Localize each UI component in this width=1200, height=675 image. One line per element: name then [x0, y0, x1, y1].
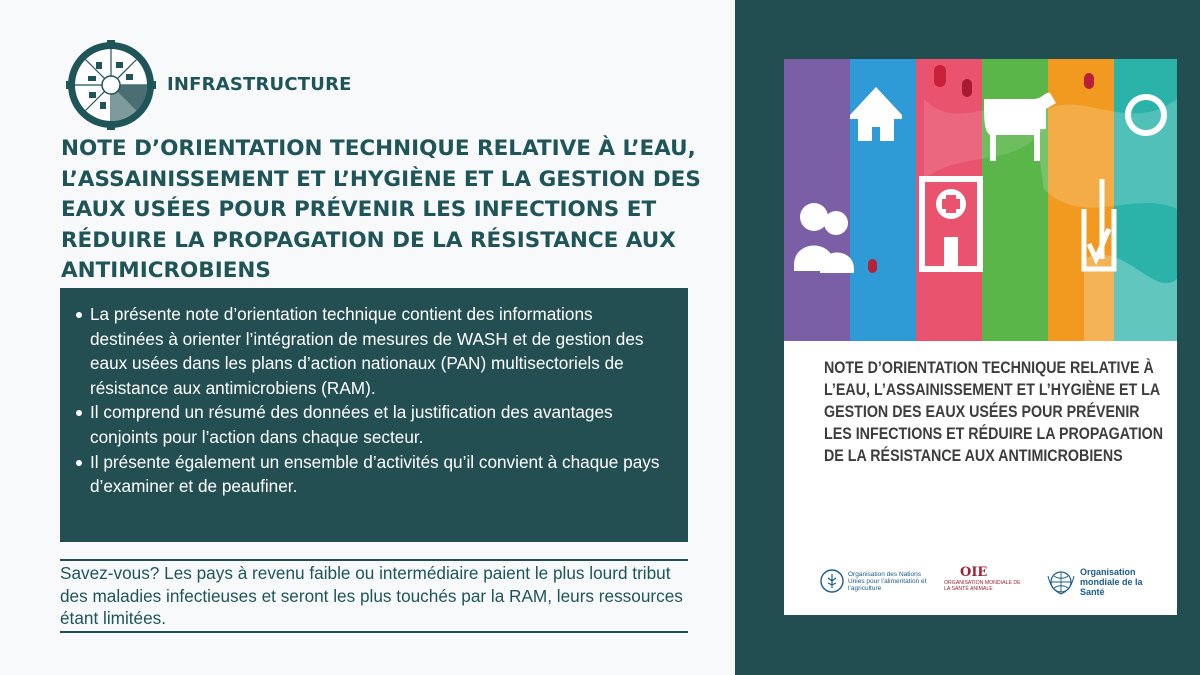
summary-item: [90, 400, 666, 449]
summary-box: [60, 288, 688, 542]
did-you-know-text: Savez-vous? Les pays à revenu faible ou intermédiaire paient le plus lourd tribut des maladies infectieuses et seront les plus touchés par la RAM, leurs ressources étant limitées.: [60, 563, 683, 628]
fao-emblem-icon: [820, 569, 844, 593]
summary-list: [90, 302, 666, 499]
cover-title: NOTE D’ORIENTATION TECHNIQUE RELATIVE À L’EAU, L’ASSAINISSEMENT ET L’HYGIÈNE ET LA GESTION DES EAUX USÉES POUR PRÉVENIR LES INFECTIONS ET RÉDUIRE LA PROPAGATION DE LA RÉSISTANCE AUX ANTIMICROBIENS: [824, 358, 1164, 465]
hospital-icon: [922, 179, 980, 269]
summary-item: [90, 302, 666, 400]
infrastructure-logo-icon: [66, 40, 156, 130]
fao-logo: [820, 569, 936, 593]
category-label: INFRASTRUCTURE: [167, 74, 352, 95]
divider-top: [60, 559, 688, 561]
document-cover: [784, 59, 1177, 615]
who-text: Organisation mondiale de la Santé: [1080, 567, 1143, 597]
who-emblem-icon: [1046, 568, 1076, 596]
page-title: NOTE D’ORIENTATION TECHNIQUE RELATIVE À L’EAU, L’ASSAINISSEMENT ET L’HYGIÈNE ET LA GESTION DES EAUX USÉES POUR PRÉVENIR LES INFECTIONS ET RÉDUIRE LA PROPAGATION DE LA RÉSISTANCE AUX ANTIMICROBIENS: [61, 136, 701, 283]
oie-text: ORGANISATION MONDIALE DE LA SANTÉ ANIMALE: [944, 580, 1021, 592]
house-icon: [850, 87, 902, 141]
summary-item: [90, 450, 666, 499]
fao-text: Organisation des Nations Unies pour l’alimentation et l’agriculture: [848, 570, 927, 592]
bullet-icon: [76, 410, 82, 416]
summary-item-text: Il comprend un résumé des données et la justification des avantages conjoints pour l’action dans chaque secteur.: [90, 402, 613, 447]
people-icon: [794, 203, 854, 273]
cover-illustration: [784, 59, 1177, 359]
summary-item-text: La présente note d’orientation technique contient des informations destinées à orienter l’intégration de mesures de WASH et de gestion des eaux usées dans les plans d’action nationaux (PAN) multisectoriels de résistance aux antimicrobiens (RAM).: [90, 304, 644, 398]
who-logo: [1046, 567, 1160, 597]
divider-bottom: [60, 631, 688, 633]
summary-item-text: Il présente également un ensemble d’activités qu’il convient à chaque pays d’examiner et de peaufiner.: [90, 451, 660, 497]
oie-logo: [944, 565, 1024, 592]
oie-mark: OIE: [960, 565, 988, 580]
bullet-icon: [76, 460, 82, 466]
bullet-icon: [76, 312, 82, 318]
